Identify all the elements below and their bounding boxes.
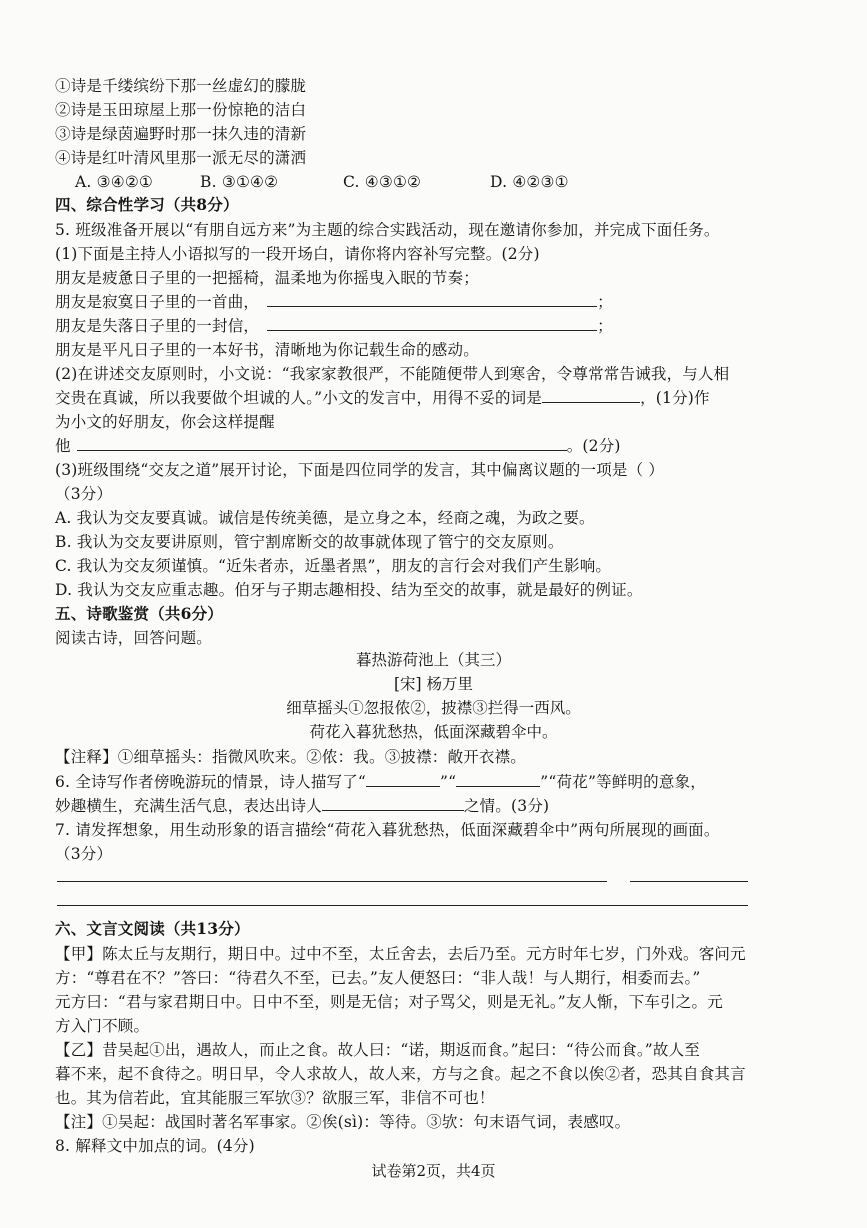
answer-blank[interactable] (322, 795, 464, 811)
opening-line-3 (55, 315, 613, 337)
passage-jia-line3: 元方曰：“君与家君期日中。日中不至，则是无信；对子骂父，则是无礼。”友人惭，下车引之。元 (55, 993, 723, 1011)
q5-part2-line4-pre: 他 (55, 437, 71, 455)
q5-part2-line3: 为小文的好朋友，你会这样提醒 (55, 413, 275, 431)
choice-c: C. ④③①② (343, 173, 422, 191)
opening-line-1: 朋友是疲惫日子里的一把摇椅，温柔地为你摇曳入眠的节奏； (55, 269, 479, 287)
answer-blank[interactable] (77, 435, 567, 451)
q5-option-a: A. 我认为交友要真诚。诚信是传统美德，是立身之本，经商之魂，为政之要。 (55, 509, 595, 527)
semicolon: ； (597, 293, 613, 311)
q5-option-b: B. 我认为交友要讲原则，管宁割席断交的故事就体现了管宁的交友原则。 (55, 533, 564, 551)
passage-notes: 【注】①吴起：战国时著名军事家。②俟(sì)：等待。③欤：句末语气词，表感叹。 (55, 1113, 631, 1131)
q5-part3-line1: (3)班级围绕“交友之道”展开讨论，下面是四位同学的发言，其中偏离议题的一项是（ ） (55, 461, 665, 479)
option-item-4: ④诗是红叶清风里那一派无尽的潇洒 (55, 149, 307, 167)
answer-line[interactable] (57, 905, 748, 906)
section4-heading: 四、综合性学习（共8分） (55, 195, 239, 214)
passage-yi-line1: 【乙】昔吴起①出，遇故人，而止之食。故人曰：“诺，期返而食。”起曰：“待公而食。”故人至 (55, 1041, 700, 1059)
q6-line1-mid: ”“ (440, 773, 457, 791)
option-item-2: ②诗是玉田琼屋上那一份惊艳的洁白 (55, 101, 307, 119)
q5-part2-line4 (55, 435, 621, 457)
option-item-1: ①诗是千缕缤纷下那一丝虚幻的朦胧 (55, 77, 307, 95)
q5-option-d: D. 我认为交友应重志趣。伯牙与子期志趣相投、结为至交的故事，就是最好的例证。 (55, 581, 643, 599)
q7-line2: （3分） (55, 845, 113, 863)
section5-instruction: 阅读古诗，回答问题。 (55, 629, 213, 647)
opening-line-3-text: 朋友是失落日子里的一封信， (55, 317, 260, 335)
q5-part3-line2: （3分） (55, 485, 113, 503)
passage-yi-line2: 暮不来，起不食待之。明日早，令人求故人，故人来，方与之食。起之不食以俟②者，恐其自食其言 (55, 1065, 746, 1083)
passage-jia-line1: 【甲】陈太丘与友期行，期日中。过中不至，太丘舍去，去后乃至。元方时年七岁，门外戏。客问元 (55, 945, 746, 963)
q6-line1 (55, 771, 706, 793)
poem-line-2: 荷花入暮犹愁热，低面深藏碧伞中。 (309, 723, 558, 741)
poem-line-1: 细草摇头①忽报侬②，披襟③拦得一西风。 (286, 699, 581, 717)
q5-intro: 5. 班级准备开展以“有朋自远方来”为主题的综合实践活动，现在邀请你参加，并完成下面任务。 (55, 221, 720, 239)
q6-line1-pre: 6. 全诗写作者傍晚游玩的情景，诗人描写了“ (55, 773, 367, 791)
opening-line-2 (55, 291, 613, 313)
q5-part2-line2-post: ，(1分)作 (640, 389, 710, 407)
q6-line1-post: ”“荷花”等鲜明的意象， (540, 773, 706, 791)
answer-blank[interactable] (542, 387, 640, 403)
poem-notes: 【注释】①细草摇头：指微风吹来。②侬：我。③披襟：敞开衣襟。 (55, 748, 527, 766)
option-item-3: ③诗是绿茵遍野时那一抹久违的清新 (55, 125, 307, 143)
opening-line-2-text: 朋友是寂寞日子里的一首曲， (55, 293, 260, 311)
choice-a: A. ③④②① (75, 173, 154, 191)
section6-heading: 六、文言文阅读（共13分） (55, 919, 250, 938)
q5-part2-line1: (2)在讲述交友原则时，小文说：“我家家教很严，不能随便带人到寒舍，令尊常常告诫我，与人相 (55, 365, 730, 383)
q5-part2-line4-post: 。(2分) (566, 437, 621, 455)
q6-line2-post: 之情。(3分) (463, 797, 550, 815)
section5-heading: 五、诗歌鉴赏（共6分） (55, 604, 223, 623)
q5-part2-line2 (55, 387, 710, 409)
poem-author: [宋] 杨万里 (393, 675, 474, 693)
q5-part1: (1)下面是主持人小语拟写的一段开场白，请你将内容补写完整。(2分) (55, 245, 540, 263)
answer-blank[interactable] (267, 315, 597, 331)
semicolon: ； (597, 317, 613, 335)
passage-jia-line2: 方：“尊君在不？”答曰：“待君久不至，已去。”友人便怒曰：“非人哉！与人期行，相委而去。” (55, 969, 701, 987)
q5-part2-line2-pre: 交贵在真诚，所以我要做个坦诚的人。”小文的发言中，用得不妥的词是 (55, 389, 543, 407)
answer-blank[interactable] (456, 771, 540, 787)
q6-line2-pre: 妙趣横生，充满生活气息，表达出诗人 (55, 797, 322, 815)
answer-line[interactable] (57, 881, 607, 882)
q7-line1: 7. 请发挥想象，用生动形象的语言描绘“荷花入暮犹愁热，低面深藏碧伞中”两句所展现的画面。 (55, 821, 720, 839)
answer-blank[interactable] (366, 771, 440, 787)
opening-line-4: 朋友是平凡日子里的一本好书，清晰地为你记载生命的感动。 (55, 341, 479, 359)
passage-yi-line3: 也。其为信若此，宜其能服三军欤③？欲服三军，非信不可也！ (55, 1089, 495, 1107)
choice-d: D. ④②③① (490, 173, 569, 191)
page-footer: 试卷第2页，共4页 (371, 1162, 496, 1180)
q8: 8. 解释文中加点的词。(4分) (55, 1137, 255, 1155)
q5-option-c: C. 我认为交友须谨慎。“近朱者赤，近墨者黑”，朋友的言行会对我们产生影响。 (55, 557, 612, 575)
choice-b: B. ③①④② (200, 173, 279, 191)
q6-line2 (55, 795, 549, 817)
answer-line[interactable] (630, 881, 748, 882)
passage-jia-line4: 方入门不顾。 (55, 1017, 150, 1035)
poem-title: 暮热游荷池上（其三） (355, 651, 511, 669)
answer-blank[interactable] (267, 291, 597, 307)
